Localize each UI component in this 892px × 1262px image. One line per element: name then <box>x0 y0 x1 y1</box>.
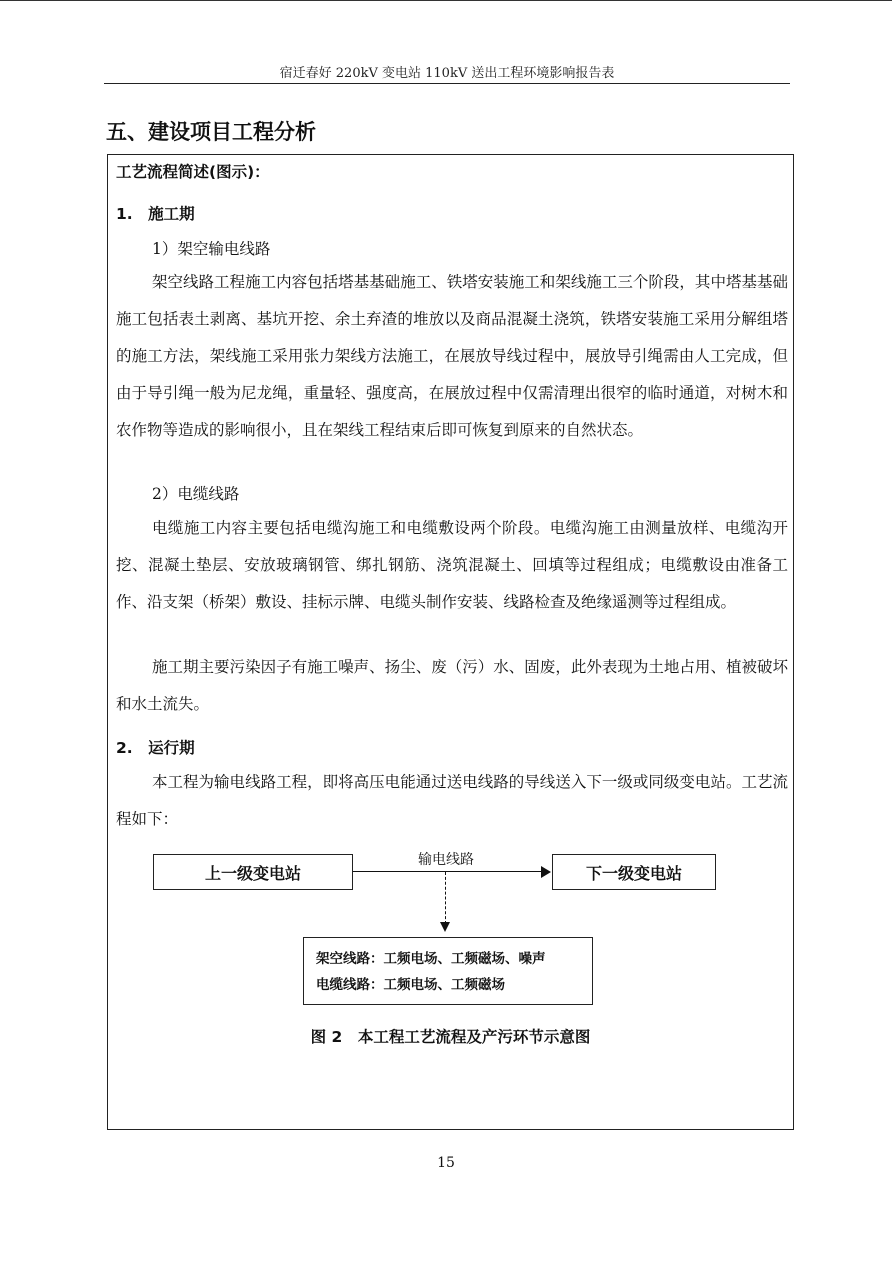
figure-caption: 图 2 本工程工艺流程及产污环节示意图 <box>310 1028 591 1046</box>
overhead-subheading: 1）架空输电线路 <box>152 240 271 258</box>
pollution-paragraph: 施工期主要污染因子有施工噪声、扬尘、废（污）水、固废，此外表现为土地占用、植被破坏和水土流失。 <box>116 658 788 713</box>
cable-subheading: 2）电缆线路 <box>152 485 240 503</box>
construction-heading: 1. 施工期 <box>116 205 195 223</box>
section-title: 五、建设项目工程分析 <box>106 120 316 144</box>
overhead-paragraph: 架空线路工程施工内容包括塔基基础施工、铁塔安装施工和架线施工三个阶段，其中塔基基础施工包括表土剥离、基坑开挖、余土弃渣的堆放以及商品混凝土浇筑，铁塔安装施工采用分解组塔的施工方法，架线施工采用张力架线方法施工，在展放导线过程中，展放导引绳需由人工完成，但由于导引绳一般为尼龙绳，重量轻、强度高，在展放过程中仅需清理出很窄的临时通道，对树木和农作物等造成的影响很小，且在架线工程结束后即可恢复到原来的自然状态。 <box>116 273 788 439</box>
upper-station-box: 上一级变电站 <box>153 854 353 890</box>
emission-overhead: 架空线路：工频电场、工频磁场、噪声 <box>316 951 546 967</box>
operation-heading: 2. 运行期 <box>116 739 195 757</box>
cable-paragraph: 电缆施工内容主要包括电缆沟施工和电缆敷设两个阶段。电缆沟施工由测量放样、电缆沟开挖、混凝土垫层、安放玻璃钢管、绑扎钢筋、浇筑混凝土、回填等过程组成；电缆敷设由准备工作、沿支架（桥架）敷设、挂标示牌、电缆头制作安装、线路检查及绝缘遥测等过程组成。 <box>116 519 788 611</box>
flow-arrow-line <box>353 871 543 872</box>
emission-box <box>303 937 593 1005</box>
arrow-right-icon <box>541 866 551 878</box>
emission-cable: 电缆线路：工频电场、工频磁场 <box>316 977 505 993</box>
emission-dashed-line <box>445 872 446 924</box>
operation-paragraph: 本工程为输电线路工程，即将高压电能通过送电线路的导线送入下一级或同级变电站。工艺流程如下： <box>116 773 788 828</box>
page-number: 15 <box>437 1155 455 1171</box>
lower-station-box: 下一级变电站 <box>552 854 716 890</box>
page-top-border <box>0 0 892 1</box>
transmission-line-label: 输电线路 <box>418 852 474 868</box>
box-heading: 工艺流程简述(图示)： <box>116 163 270 181</box>
header-rule <box>104 83 790 84</box>
running-header: 宿迁春好 220kV 变电站 110kV 送出工程环境影响报告表 <box>279 66 615 81</box>
arrow-down-icon <box>440 922 450 932</box>
